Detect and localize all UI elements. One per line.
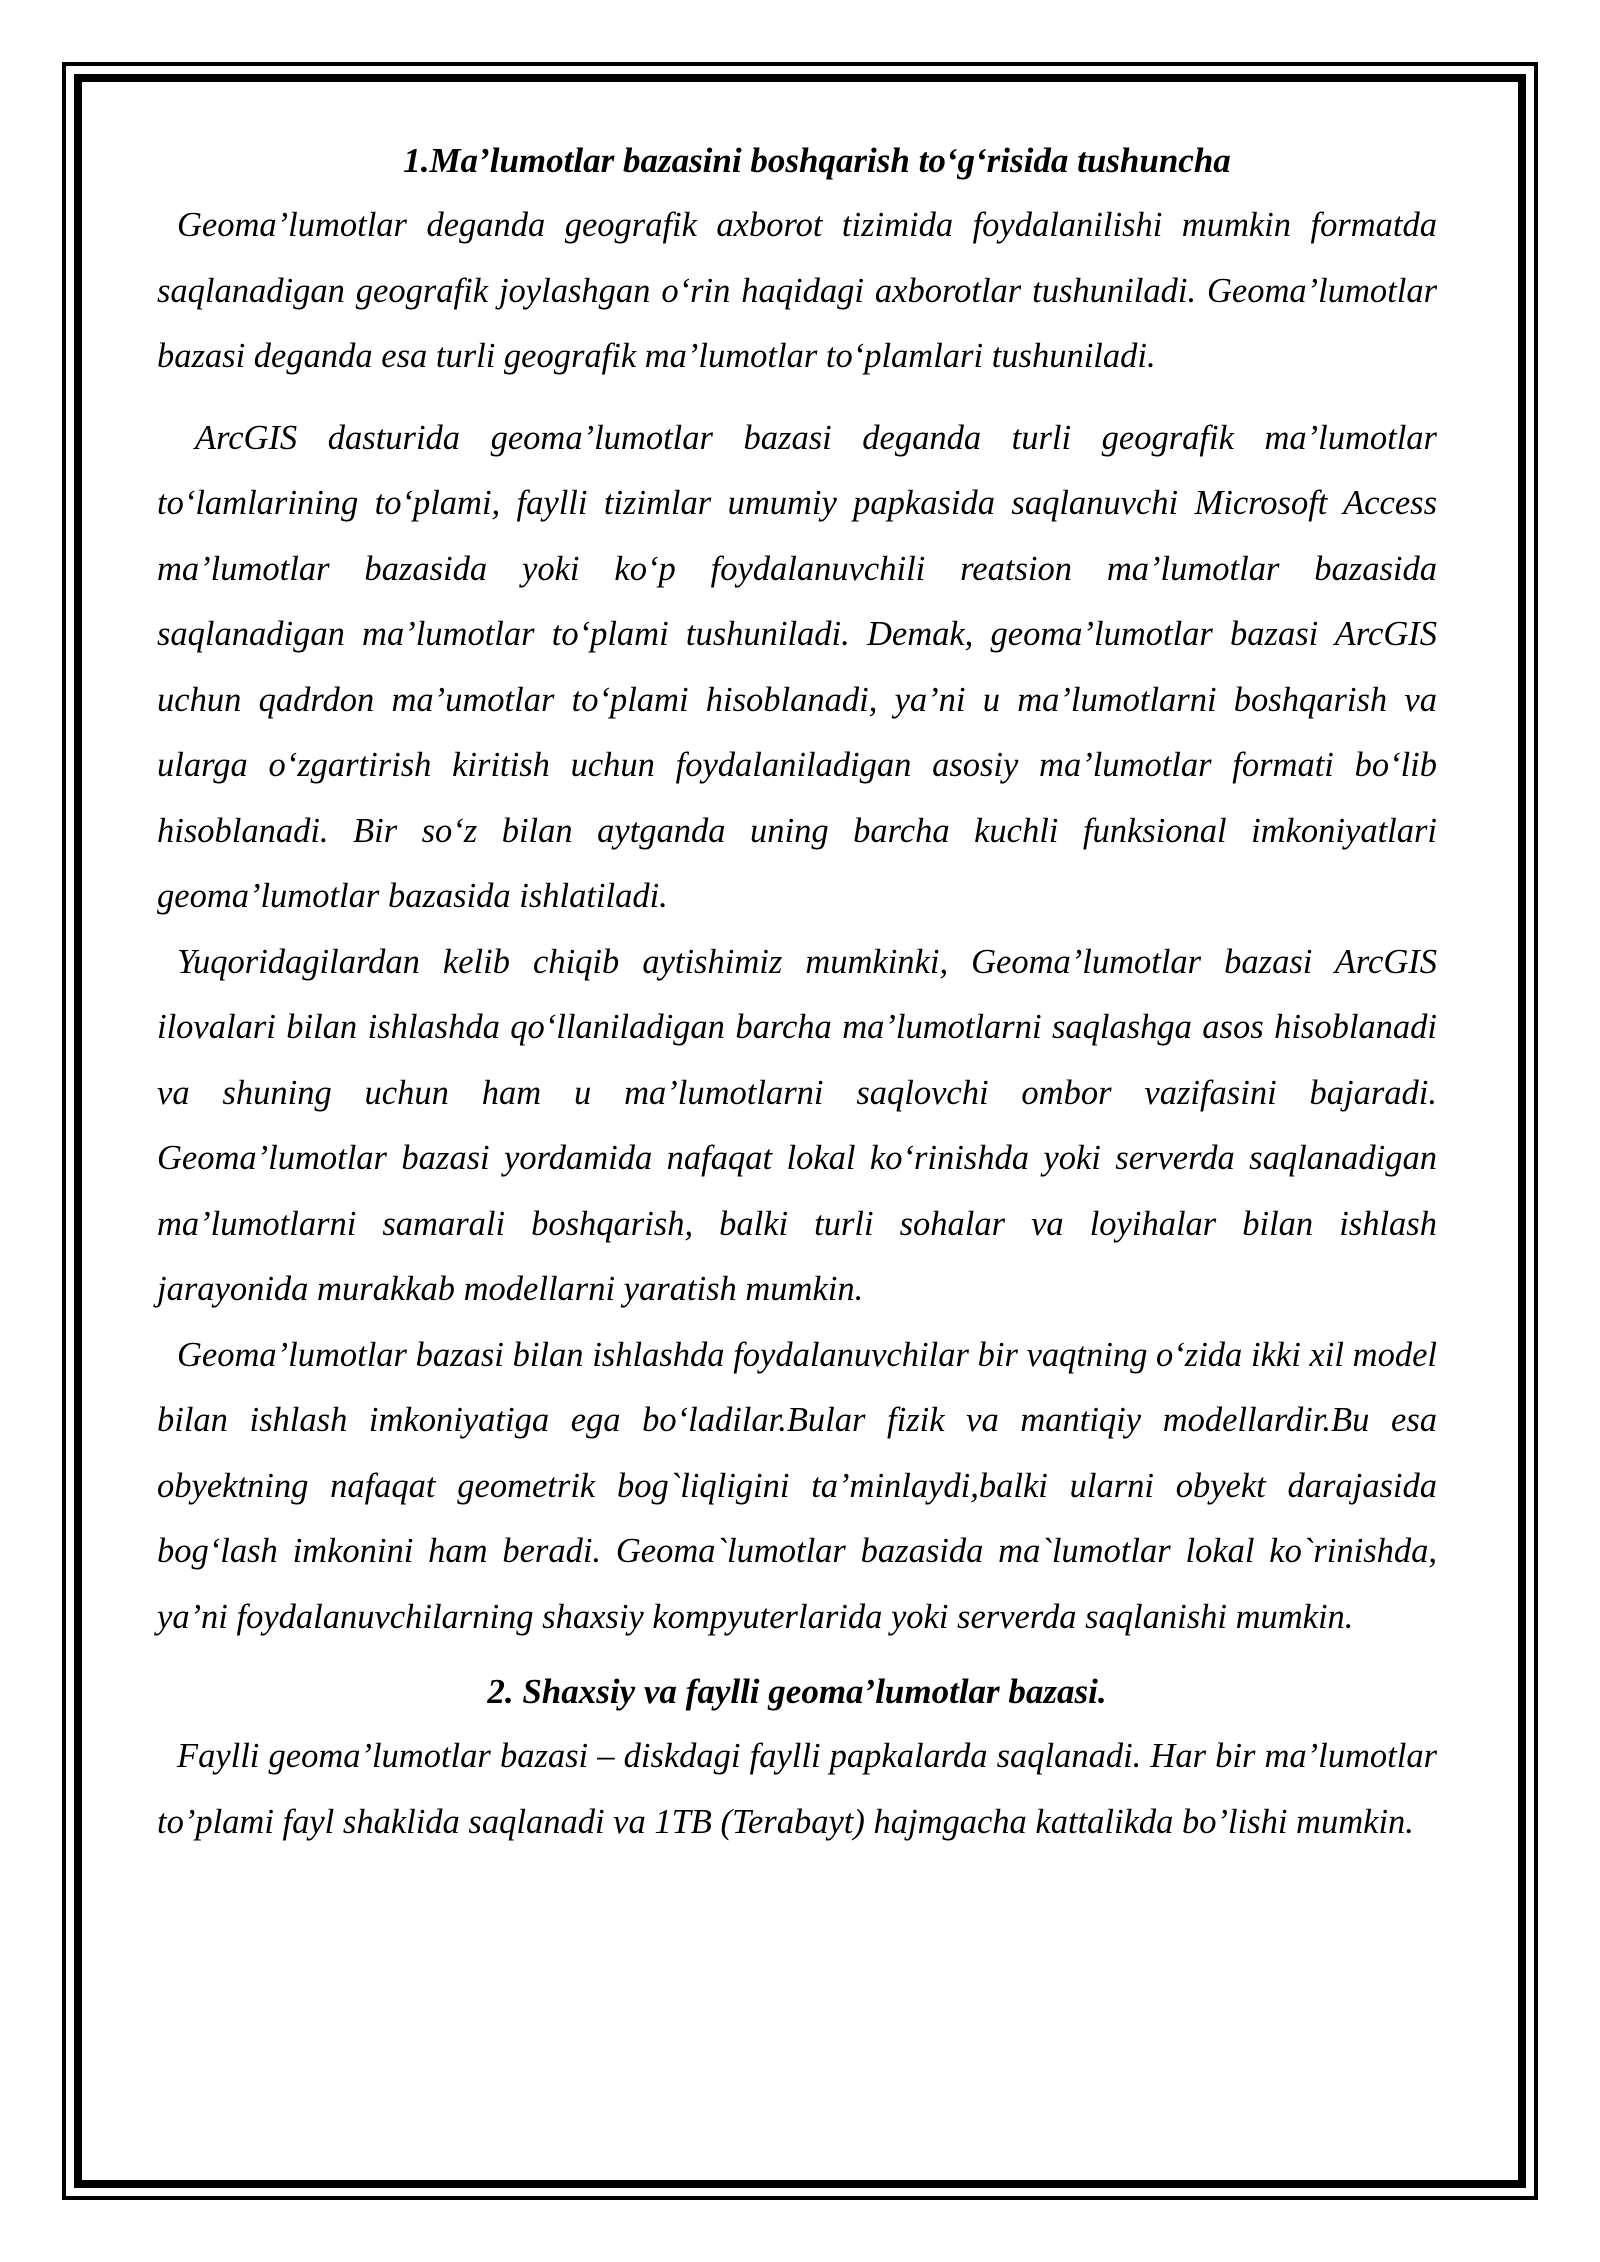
paragraph-geodata-definition: Geoma’lumotlar deganda geografik axborot tizimida foydalanilishi mumkin formatda saqlanadigan geografik joylashgan o‘rin haqidagi axborotlar tushuniladi. Geoma’lumotlar bazasi deganda esa turli geografik ma’lumotlar to‘plamlari tushuniladi. <box>157 206 1437 375</box>
document-body <box>157 128 1437 1855</box>
section-heading-1: 1.Ma’lumotlar bazasini boshqarish to‘g‘risida tushuncha <box>403 141 1231 180</box>
section-heading-2: 2. Shaxsiy va faylli geoma’lumotlar bazasi. <box>487 1672 1107 1711</box>
paragraph-arcgis-geodatabase: ArcGIS dasturida geoma’lumotlar bazasi deganda turli geografik ma’lumotlar to‘lamlarining to‘plami, faylli tizimlar umumiy papkasida saqlanuvchi Microsoft Access ma’lumotlar bazasida yoki ko‘p foydalanuvchili reatsion ma’lumotlar bazasida saqlanadigan ma’lumotlar to‘plami tushuniladi. Demak, geoma’lumotlar bazasi ArcGIS uchun qadrdon ma’umotlar to‘plami hisoblanadi, ya’ni u ma’lumotlarni boshqarish va ularga o‘zgartirish kiritish uchun foydalaniladigan asosiy ma’lumotlar formati bo‘lib hisoblanadi. Bir so‘z bilan aytganda uning barcha kuchli funksional imkoniyatlari geoma’lumotlar bazasida ishlatiladi. <box>157 418 1437 915</box>
paragraph-geodatabase-purpose: Yuqoridagilardan kelib chiqib aytishimiz mumkinki, Geoma’lumotlar bazasi ArcGIS ilovalari bilan ishlashda qo‘llaniladigan barcha ma’lumotlarni saqlashga asos hisoblanadi va shuning uchun ham u ma’lumotlarni saqlovchi ombor vazifasini bajaradi. Geoma’lumotlar bazasi yordamida nafaqat lokal ko‘rinishda yoki serverda saqlanadigan ma’lumotlarni samarali boshqarish, balki turli sohalar va loyihalar bilan ishlash jarayonida murakkab modellarni yaratish mumkin. <box>157 942 1437 1308</box>
paragraph-geodatabase-models: Geoma’lumotlar bazasi bilan ishlashda foydalanuvchilar bir vaqtning o‘zida ikki xil model bilan ishlash imkoniyatiga ega bo‘ladilar.Bular fizik va mantiqiy modellardir.Bu esa obyektning nafaqat geometrik bog`liqligini ta’minlaydi,balki ularni obyekt darajasida bog‘lash imkonini ham beradi. Geoma`lumotlar bazasida ma`lumotlar lokal ko`rinishda, ya’ni foydalanuvchilarning shaxsiy kompyuterlarida yoki serverda saqlanishi mumkin. <box>157 1335 1437 1636</box>
paragraph-file-geodatabase: Faylli geoma’lumotlar bazasi – diskdagi faylli papkalarda saqlanadi. Har bir ma’lumotlar to’plami fayl shaklida saqlanadi va 1TB (Terabayt) hajmgacha kattalikda bo’lishi mumkin. <box>157 1737 1437 1841</box>
